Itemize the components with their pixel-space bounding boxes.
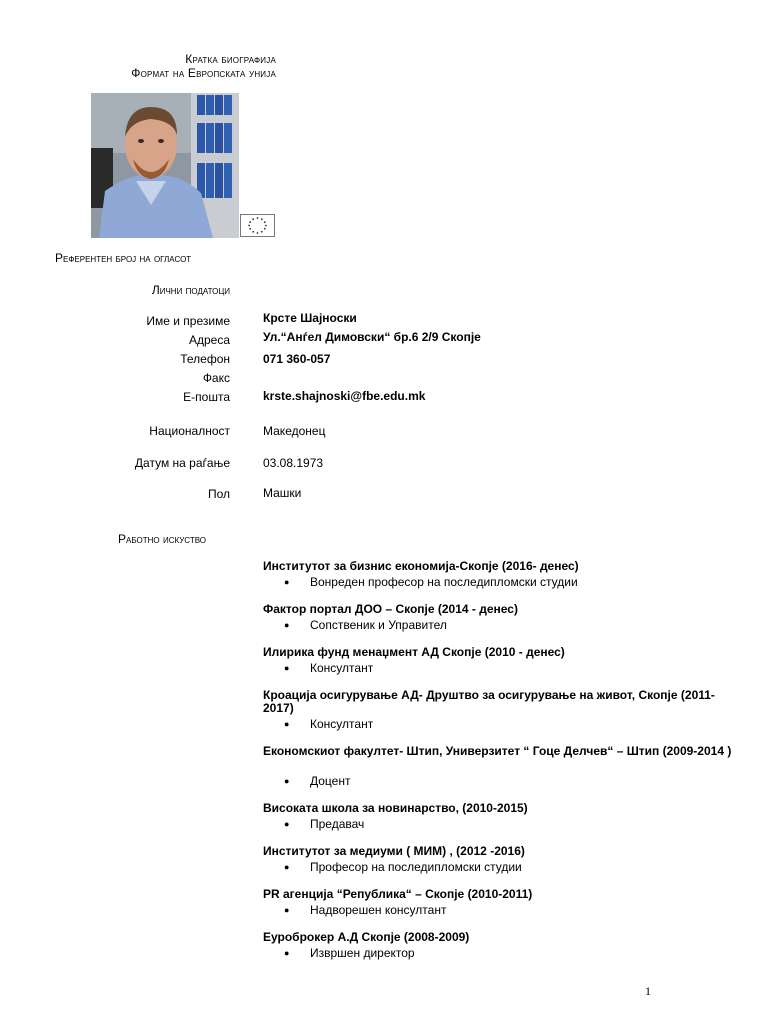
cv-title: Кратка биографија (185, 52, 276, 66)
nationality-value: Македонец (263, 424, 326, 438)
job-role-item (284, 946, 415, 960)
job-title: PR агенција “Република“ – Скопје (2010-2011) (263, 887, 533, 901)
job-role-item (284, 860, 522, 874)
job-role: Консултант (310, 717, 374, 731)
bullet-icon: ● (284, 577, 290, 587)
email-value: krste.shajnoski@fbe.edu.mk (263, 389, 426, 403)
job-role-item (284, 575, 578, 589)
job-title: Фактор портал ДОО – Скопје (2014 - денес) (263, 602, 518, 616)
job-role-item (284, 717, 373, 731)
eu-flag-icon (240, 214, 275, 237)
page-number: 1 (645, 984, 651, 998)
dob-label: Датум на раѓање (134, 456, 230, 470)
bullet-icon: ● (284, 862, 290, 872)
job-title: Институтот за бизнис економија-Скопје (2016- денес) (263, 559, 579, 573)
email-label: Е-пошта (183, 390, 230, 404)
job-title: Илирика фунд менаџмент АД Скопје (2010 - денес) (263, 645, 565, 659)
personal-data-heading: Лични податоци (151, 283, 230, 297)
bullet-icon: ● (284, 948, 290, 958)
job-role-item (284, 618, 447, 632)
job-title: Кроација осигурување АД- Друштво за осигурување на живот, Скопје (2011-2017) (263, 688, 715, 715)
nationality-label: Националност (149, 424, 230, 438)
job-role: Предавач (310, 817, 365, 831)
address-label: Адреса (188, 333, 230, 347)
job-role: Извршен директор (310, 946, 415, 960)
phone-label: Телефон (180, 352, 230, 366)
phone-value: 071 360-057 (263, 352, 331, 366)
job-role: Доцент (310, 774, 351, 788)
reference-number-heading: Референтен број на огласот (55, 251, 192, 265)
bullet-icon: ● (284, 776, 290, 786)
job-role: Консултант (310, 661, 374, 675)
job-title: Економскиот факултет- Штип, Универзитет “ Гоце Делчев“ – Штип (2009-2014 ) (263, 744, 732, 758)
fax-label: Факс (202, 371, 230, 385)
work-experience-heading: Работно искуство (118, 532, 206, 546)
job-role-item (284, 661, 373, 675)
gender-label: Пол (207, 487, 230, 501)
job-role-item (284, 774, 350, 788)
cv-format-subtitle: Формат на Европската унија (131, 66, 276, 80)
job-title: Еуроброкер А.Д Скопје (2008-2009) (263, 930, 470, 944)
job-role: Вонреден професор на последипломски студии (310, 575, 578, 589)
name-label: Име и презиме (146, 314, 230, 328)
job-role: Надворешен консултант (310, 903, 447, 917)
gender-value: Машки (263, 486, 302, 500)
job-role-item (284, 817, 364, 831)
address-value: Ул.“Анѓел Димовски“ бр.6 2/9 Скопје (263, 330, 481, 344)
job-role-item (284, 903, 446, 917)
job-role: Сопственик и Управител (310, 618, 447, 632)
bullet-icon: ● (284, 620, 290, 630)
bullet-icon: ● (284, 905, 290, 915)
portrait-photo (91, 93, 239, 238)
bullet-icon: ● (284, 719, 290, 729)
job-title: Институтот за медиуми ( МИМ) , (2012 -2016) (263, 844, 525, 858)
name-value: Крсте Шајноски (263, 311, 357, 325)
job-title: Високата школа за новинарство, (2010-2015) (263, 801, 528, 815)
dob-value: 03.08.1973 (263, 456, 324, 470)
bullet-icon: ● (284, 819, 290, 829)
job-role: Професор на последипломски студии (310, 860, 522, 874)
bullet-icon: ● (284, 663, 290, 673)
